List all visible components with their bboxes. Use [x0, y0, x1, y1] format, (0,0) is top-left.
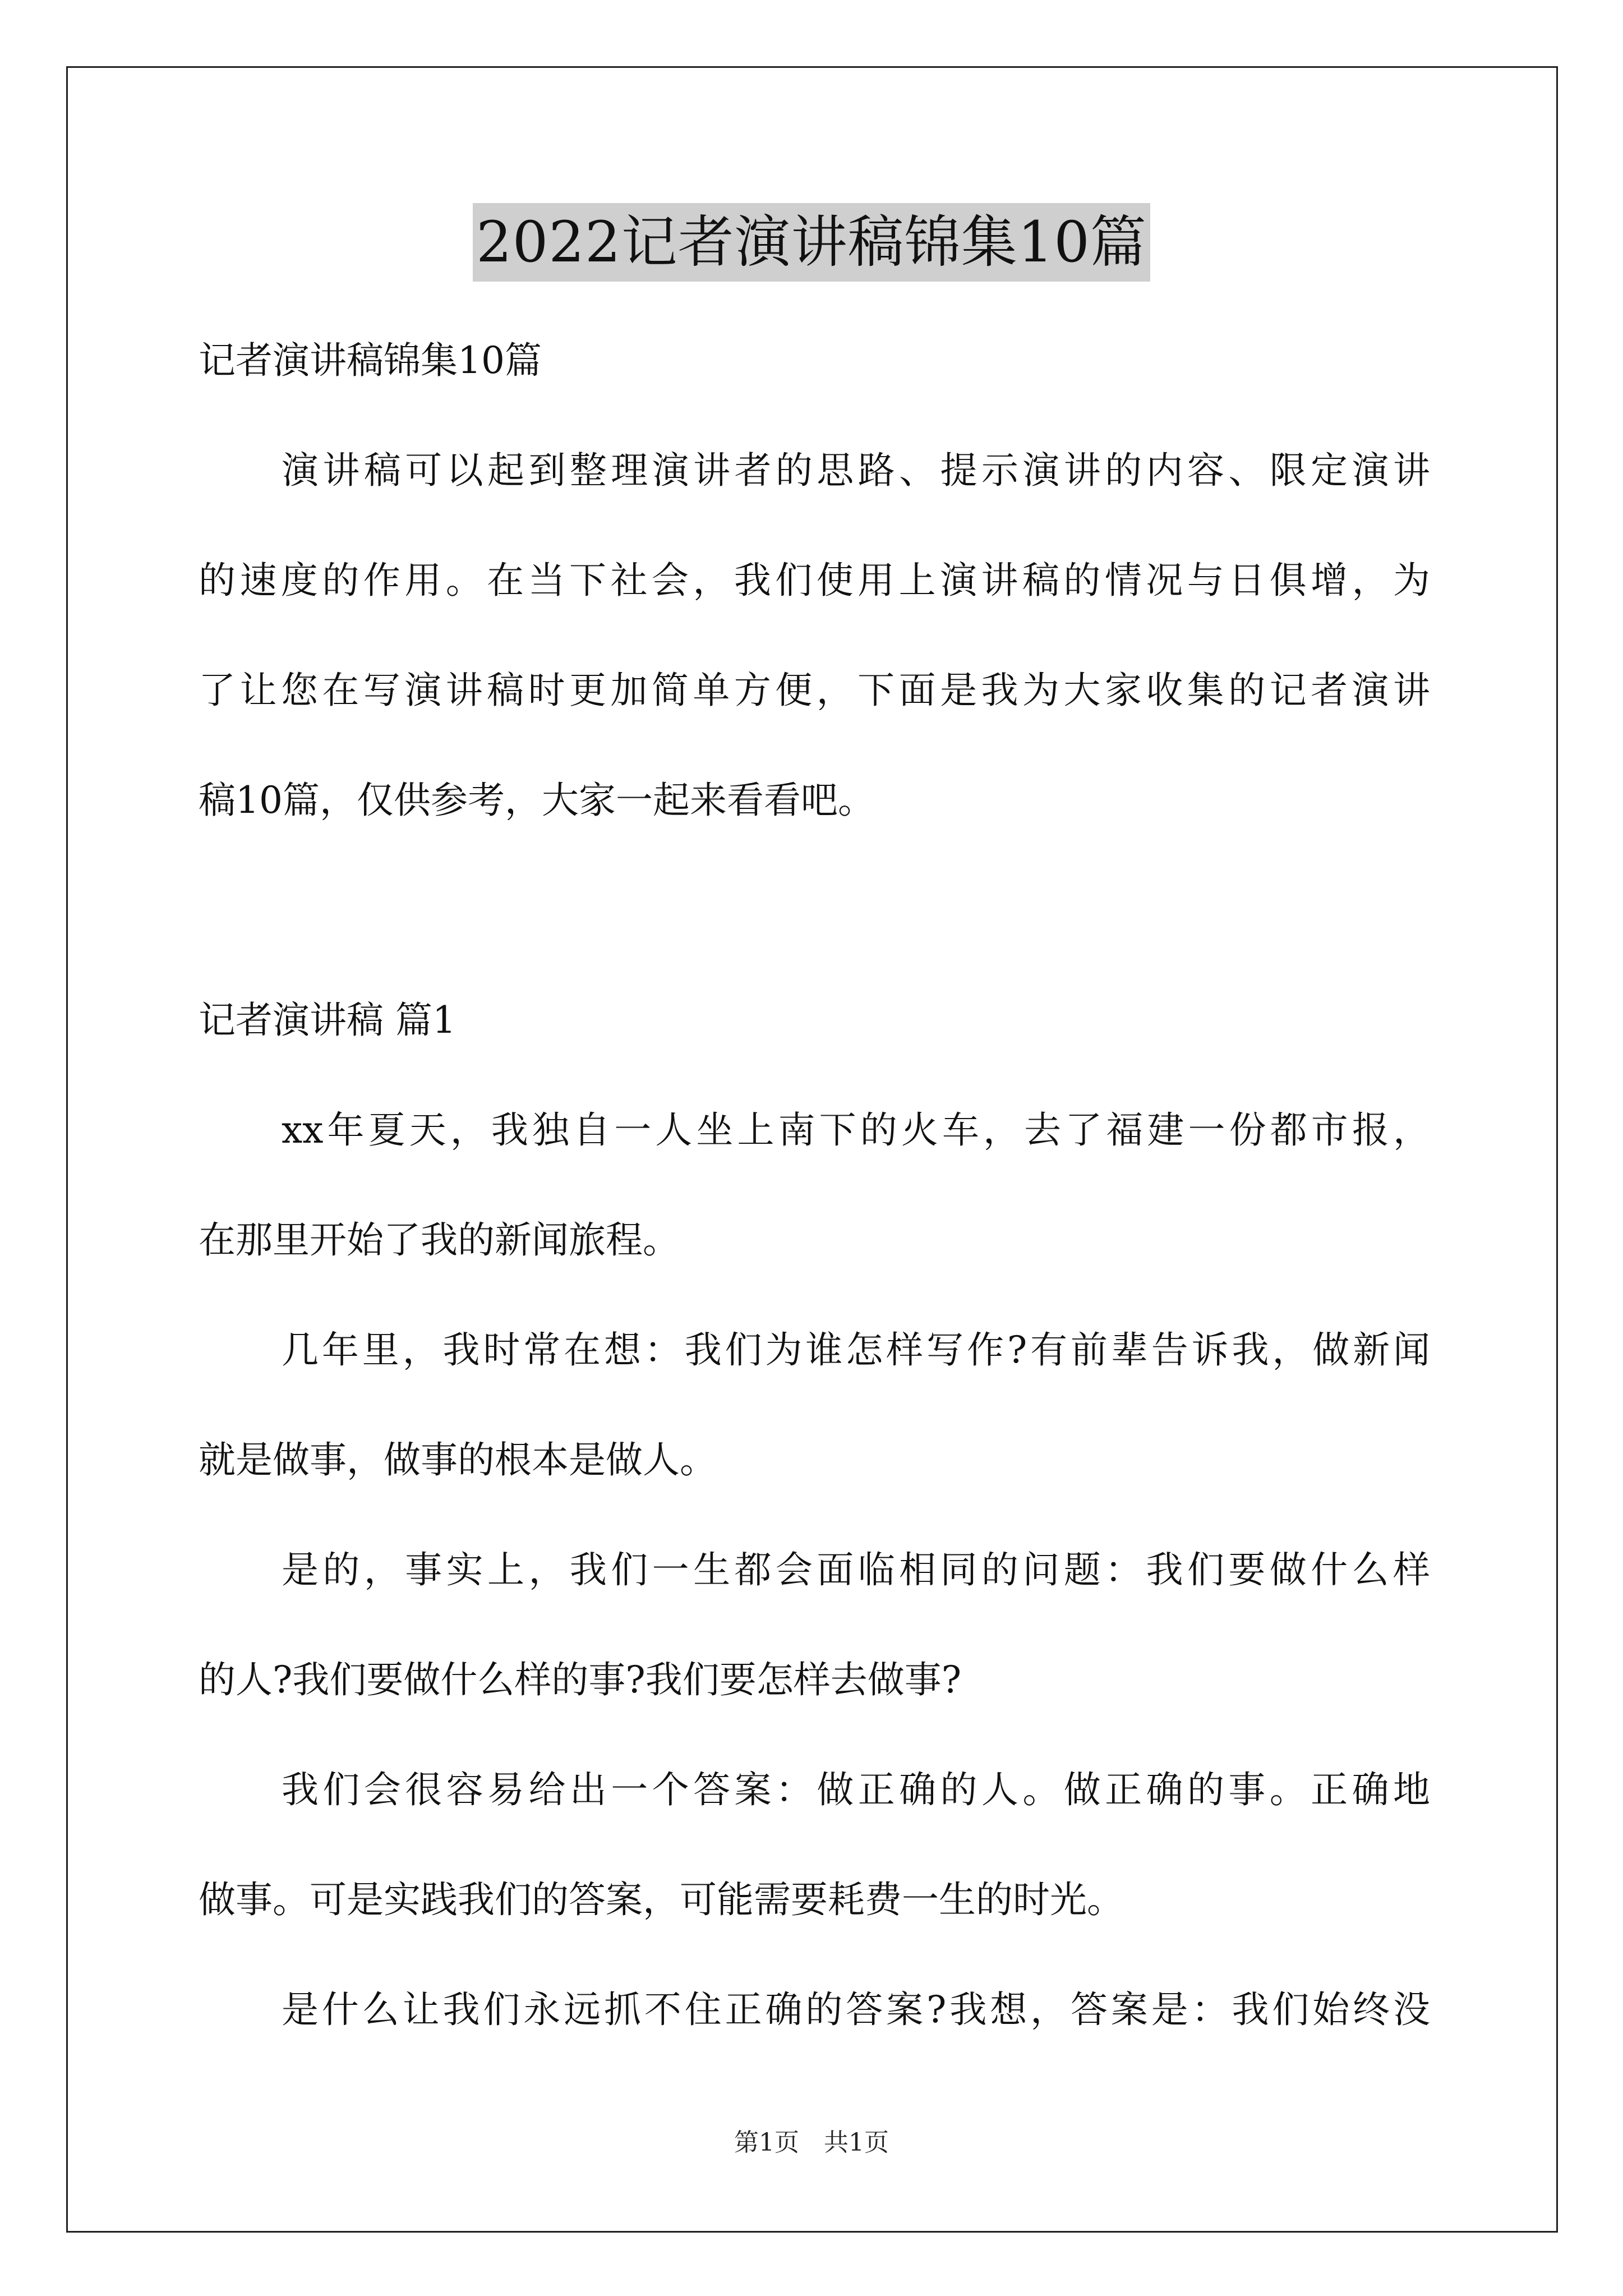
- text-line: 几年里，我时常在想：我们为谁怎样写作?有前辈告诉我，做新闻: [282, 1328, 1430, 1372]
- text-line: 了让您在写演讲稿时更加简单方便，下面是我为大家收集的记者演讲: [199, 669, 1430, 712]
- paragraph: [199, 1295, 1430, 1515]
- text-line: 的人?我们要做什么样的事?我们要怎样去做事?: [199, 1658, 962, 1701]
- text-line: xx年夏天，我独自一人坐上南下的火车，去了福建一份都市报，: [282, 1108, 1430, 1152]
- title-container: [0, 203, 1623, 282]
- document-subtitle: 记者演讲稿锦集10篇: [199, 339, 542, 382]
- text-line: 演讲稿可以起到整理演讲者的思路、提示演讲的内容、限定演讲: [282, 449, 1430, 492]
- text-line: 做事。可是实践我们的答案，可能需要耗费一生的时光。: [199, 1878, 1124, 1921]
- paragraph: [199, 1735, 1430, 1955]
- text-line: 的速度的作用。在当下社会，我们使用上演讲稿的情况与日俱增，为: [199, 559, 1430, 602]
- intro-paragraph: [199, 416, 1430, 855]
- paragraph: [199, 1955, 1430, 2065]
- page-footer: 第1页 共1页: [734, 2128, 889, 2157]
- text-line: 稿10篇，仅供参考，大家一起来看看吧。: [199, 779, 875, 822]
- document-body: [199, 306, 1430, 2065]
- text-line: 我们会很容易给出一个答案：做正确的人。做正确的事。正确地: [282, 1768, 1430, 1811]
- text-line: 在那里开始了我的新闻旅程。: [199, 1218, 680, 1262]
- paragraph: [199, 1515, 1430, 1735]
- text-line: 是的，事实上，我们一生都会面临相同的问题：我们要做什么样: [282, 1548, 1430, 1591]
- section-heading: 记者演讲稿 篇1: [199, 999, 456, 1042]
- spacer: [199, 855, 1430, 965]
- text-line: 是什么让我们永远抓不住正确的答案?我想，答案是：我们始终没: [282, 1988, 1430, 2031]
- document-title: 2022记者演讲稿锦集10篇: [473, 203, 1150, 282]
- paragraph: [199, 1075, 1430, 1295]
- text-line: 就是做事，做事的根本是做人。: [199, 1438, 717, 1481]
